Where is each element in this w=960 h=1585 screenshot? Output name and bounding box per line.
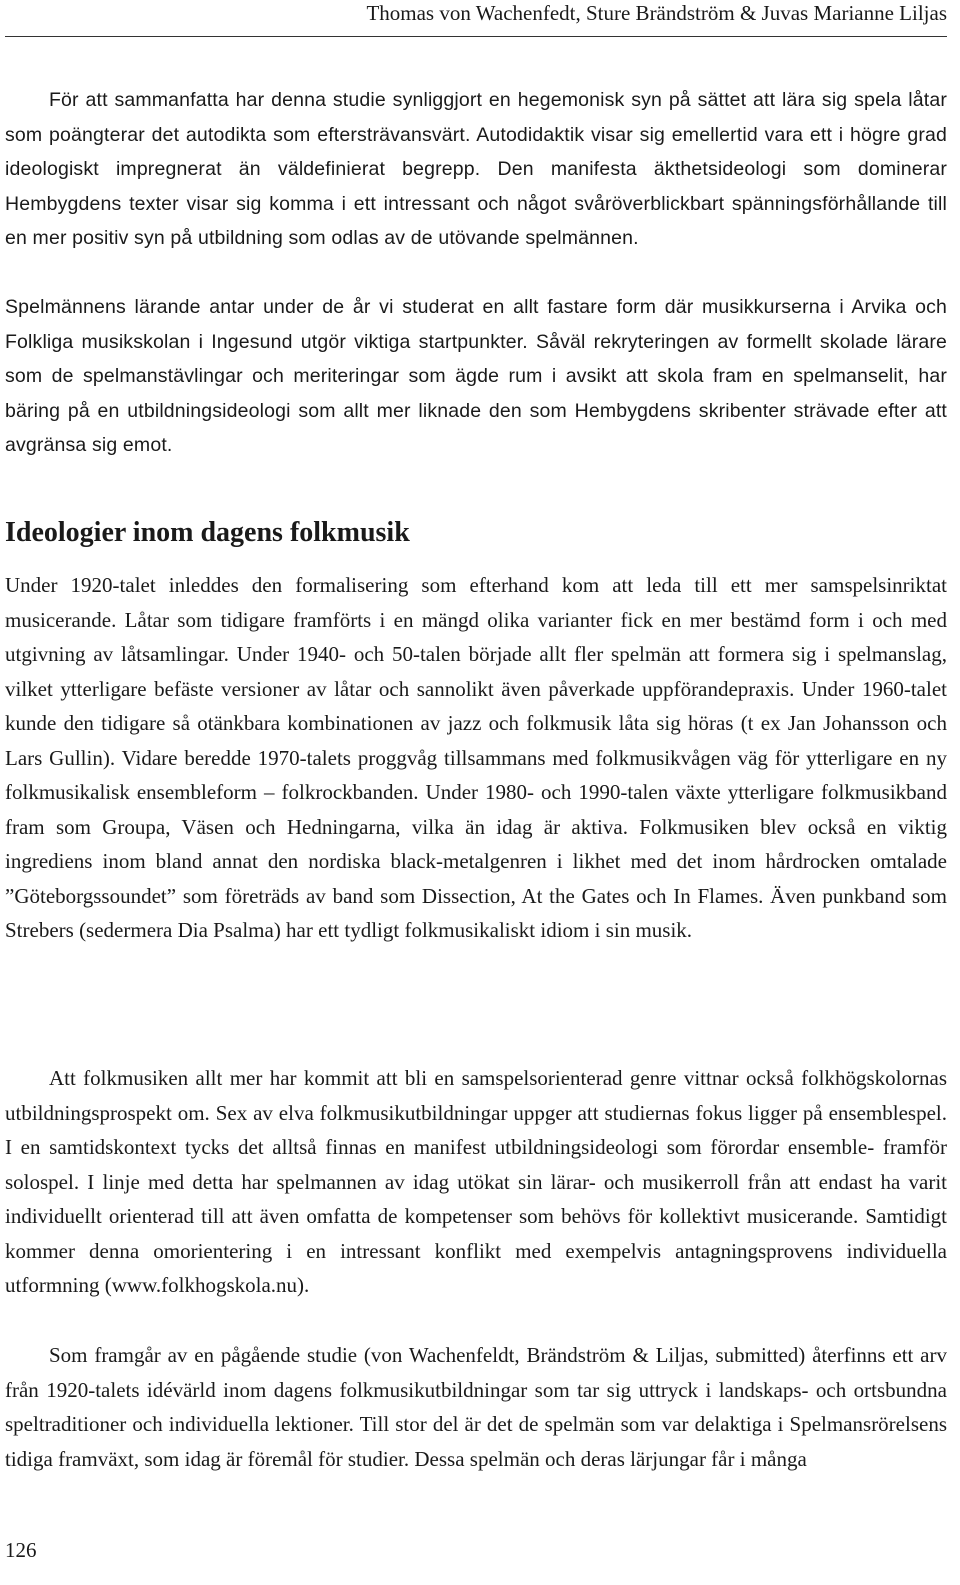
paragraph-summary	[5, 83, 947, 256]
running-header: Thomas von Wachenfedt, Sture Brändström & Juvas Marianne Liljas	[366, 1, 947, 25]
paragraph-text: Att folkmusiken allt mer har kommit att bli en samspelsorienterad genre vittnar också folkhögskolornas utbildningsprospekt om. Sex av elva folkmusikutbildningar uppger att studiernas fokus ligger på ensemblespel. I en samtidskontext tycks det alltså finnas en manifest utbildningsideologi som förordar ensemble- framför solospel. I linje med detta har spelmannen av idag utökat sin lärar- och musikerroll från att endast ha varit individuellt orienterad till att även omfatta de kompetenser som behövs för kollektivt musicerande. Samtidigt kommer denna omorientering i en intressant konflikt med exempelvis antagningsprovens individuella utformning (www.folkhogskola.nu).	[5, 1066, 947, 1297]
paragraph-spelman-learning	[5, 290, 947, 463]
section-heading: Ideologier inom dagens folkmusik	[5, 517, 410, 548]
paragraph-text: Under 1920-talet inleddes den formalisering som efterhand kom att leda till ett mer samspelsinriktat musicerande. Låtar som tidigare framförts i en mängd olika varianter fick en mer bestämd form i och med utgivning av låtsamlingar. Under 1940- och 50-talen började allt fler spelmän att formera sig i spelmanslag, vilket ytterligare befäste versioner av låtar och sannolikt även påverkade uppförandepraxis. Under 1960-talet kunde den tidigare så otänkbara kombinationen av jazz och folkmusik låta sig höras (t ex Jan Johansson och Lars Gullin). Vidare beredde 1970-talets proggvåg tillsammans med folkmusikvågen väg för ytterligare en ny folkmusikalisk ensembleform – folkrockbanden. Under 1980- och 1990-talen växte ytterligare folkmusikband fram som Groupa, Väsen och Hedningarna, vilka än idag är aktiva. Folkmusiken blev också en viktig ingrediens inom bland annat den nordiska black-metalgenren i likhet med det inom hårdrocken omtalade ”Göteborgssoundet” som företräds av band som Dissection, At the Gates och In Flames. Även punkband som Strebers (sedermera Dia Psalma) har ett tydligt folkmusikaliskt idiom i sin musik.	[5, 573, 947, 942]
paragraph-text: Spelmännens lärande antar under de år vi studerat en allt fastare form där musikkurserna i Arvika och Folkliga musikskolan i Ingesund utgör viktiga startpunkter. Såväl rekryteringen av formellt skolade lärare som de spelmanstävlingar och meriteringar som ägde rum i avsikt att skola fram en spelmanselit, har bäring på en utbildningsideologi som allt mer liknade den som Hembygdens skribenter strävade efter att avgränsa sig emot.	[5, 296, 947, 456]
paragraph-ensemble	[5, 1061, 947, 1303]
paragraph-text: För att sammanfatta har denna studie synliggjort en hegemonisk syn på sättet att lära sig spela låtar som poängterar det autodikta som eftersträvansvärt. Autodidaktik visar sig emellertid vara ett i högre grad ideologiskt impregnerat än väldefinierat begrepp. Den manifesta äkthetsideologi som dominerar Hembygdens texter visar sig komma i ett intressant och något svåröverblickbart spänningsförhållande till en mer positiv syn på utbildning som odlas av de utövande spelmännen.	[5, 89, 947, 249]
paragraph-text: Som framgår av en pågående studie (von Wachenfeldt, Brändström & Liljas, submitted) återfinns ett arv från 1920-talets idévärld inom dagens folkmusikutbildningar som tar sig uttryck i landskaps- och ortsbundna speltraditioner och individuella lektioner. Till stor del är det de spelmän som var delaktiga i Spelmansrörelsens tidiga framväxt, som idag är föremål för studier. Dessa spelmän och deras lärjungar får i många	[5, 1343, 947, 1471]
header-divider	[5, 36, 947, 37]
paragraph-history	[5, 568, 947, 948]
paragraph-ongoing-study	[5, 1338, 947, 1476]
page-number: 126	[5, 1538, 37, 1562]
